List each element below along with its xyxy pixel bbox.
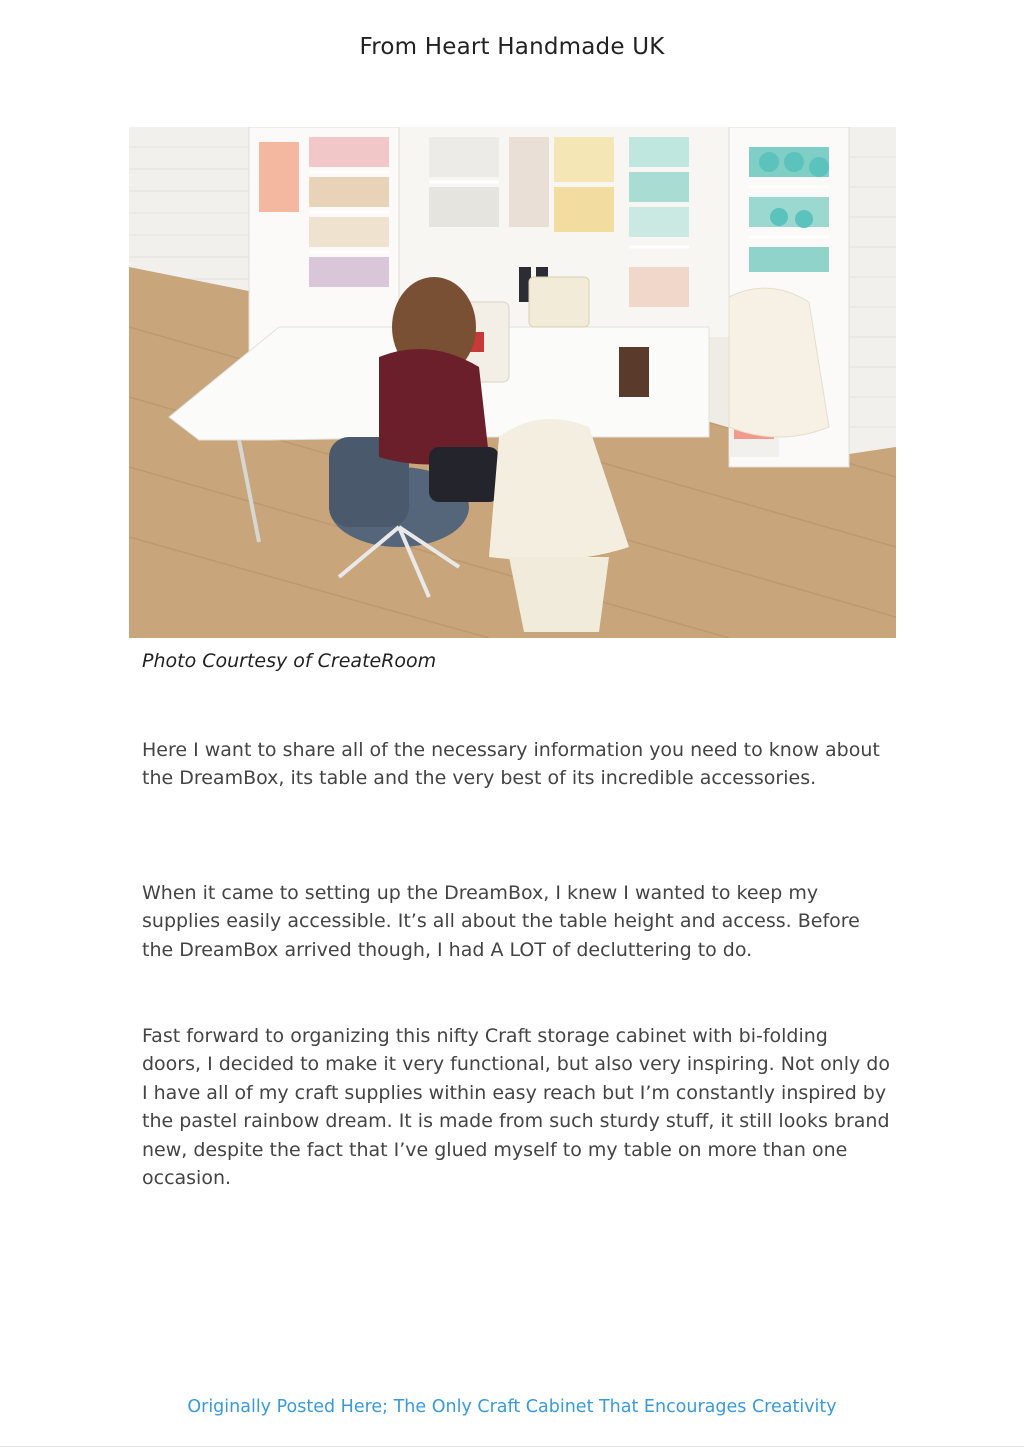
article-paragraph: Here I want to share all of the necessary information you need to know about the DreamBox, its table and the very best of its incredible accessories. xyxy=(142,739,880,790)
photo-caption: Photo Courtesy of CreateRoom xyxy=(142,650,437,672)
page-title: From Heart Handmade UK xyxy=(359,34,665,60)
article-paragraph: When it came to setting up the DreamBox, I knew I wanted to keep my supplies easily accessible. It’s all about the table height and access. Before the DreamBox arrived though, I had A LOT of decluttering to do. xyxy=(142,882,860,961)
divider xyxy=(0,1446,1024,1447)
article-paragraph: Fast forward to organizing this nifty Craft storage cabinet with bi-folding doors, I decided to make it very functional, but also very inspiring. Not only do I have all of my craft supplies within easy reach but I’m constantly inspired by the pastel rainbow dream. It is made from such sturdy stuff, it still looks brand new, despite the fact that I’ve glued myself to my table on more than one occasion. xyxy=(142,1025,890,1190)
craft-room-photo xyxy=(129,127,896,638)
original-post-link[interactable]: Originally Posted Here; The Only Craft Cabinet That Encourages Creativity xyxy=(187,1397,837,1417)
